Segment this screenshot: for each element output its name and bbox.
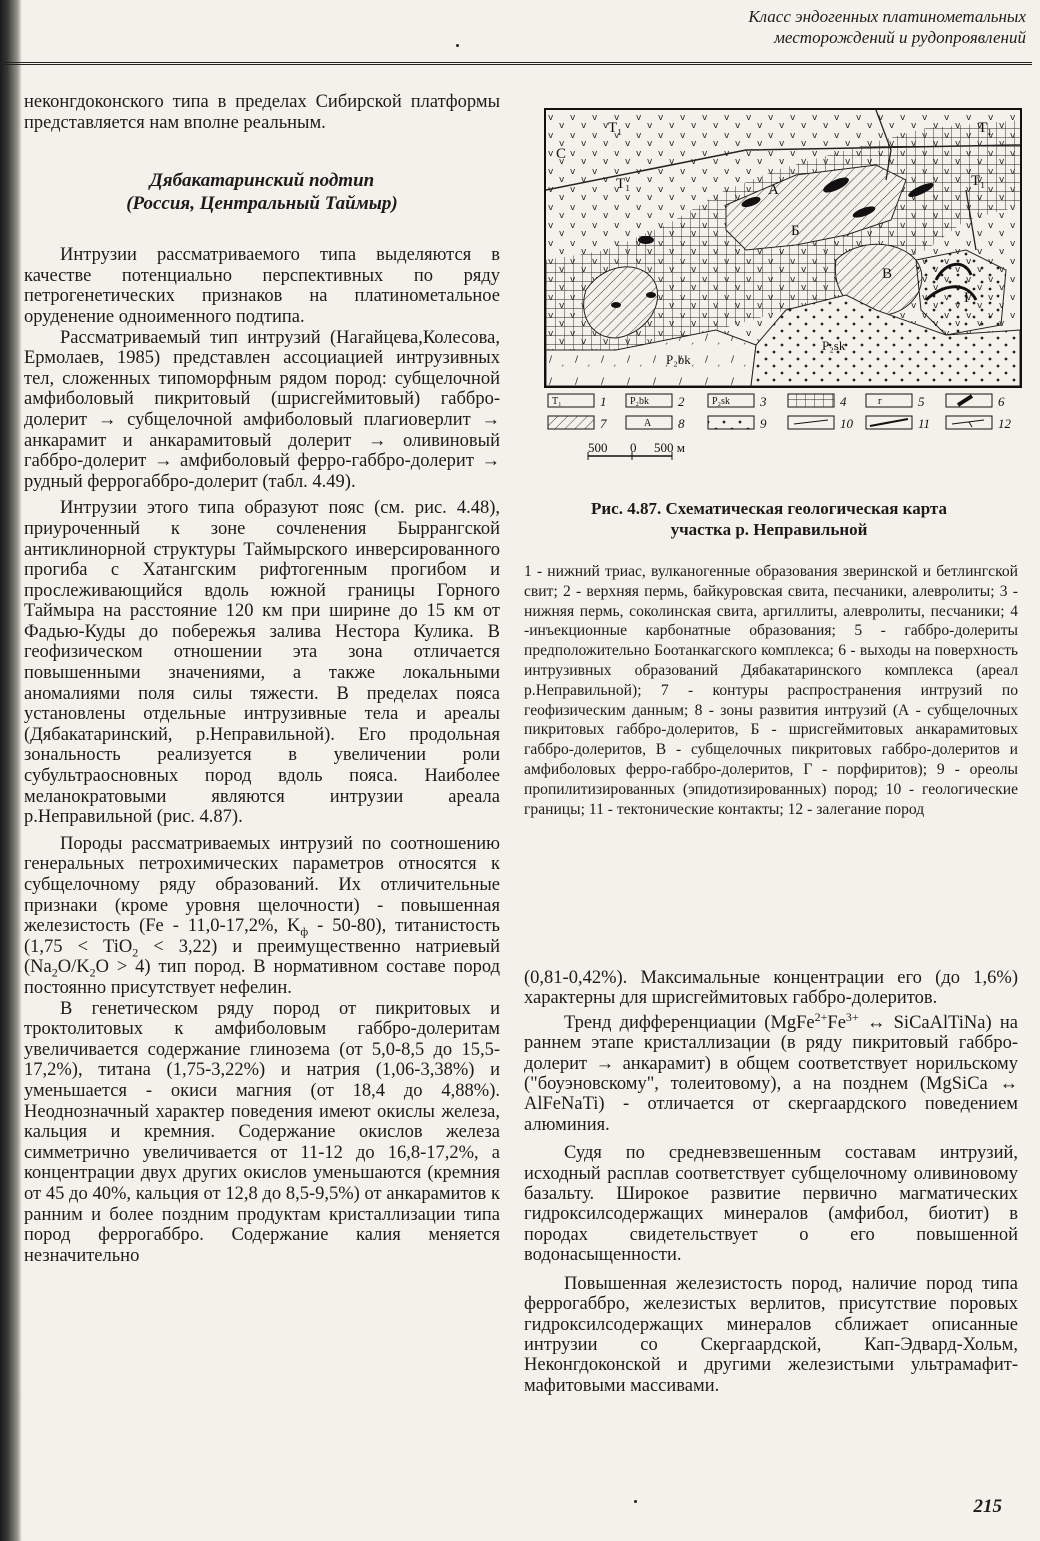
subtype-heading — [24, 169, 500, 215]
rp2-text-c: ↔ SiCaAlTiNa) на раннем этапе кристаллизации (в ряду пикритовый габбро-долерит → анкарамит) в общем соответствует норильскому ("боуэновскому", толеитовому), а на позднем (MgSiCa ↔ AlFeNaTi) - отличается от скергаардского поведением алюминия. — [524, 1012, 1018, 1135]
legend-num-11: 11 — [918, 416, 931, 431]
p4-sub-2b: 2 — [51, 966, 58, 981]
p4-text-b: - 50-80), титанистость (1,75 < TiO — [24, 916, 500, 957]
legend-num-2: 2 — [678, 394, 685, 409]
page-number: 215 — [973, 1496, 1002, 1517]
p4-sub-2c: 2 — [89, 966, 96, 981]
subtype-region: (Россия, Центральный Таймыр) — [126, 193, 398, 215]
legend-code-bk: P₂bk — [630, 396, 650, 407]
geological-map — [544, 108, 1022, 388]
legend-num-3: 3 — [760, 394, 767, 409]
map-label-a: А — [768, 182, 779, 198]
map-label-g: Г — [964, 290, 973, 306]
rp2-sup-2: 3+ — [845, 1009, 859, 1024]
right-paragraph-2 — [524, 1009, 1018, 1135]
map-label-b: Б — [791, 223, 800, 239]
figure-caption — [520, 498, 1018, 540]
paragraph-4 — [24, 834, 500, 999]
p4-text-e: O > 4) тип пород. В нормативном составе пород постоянно присутствует нефелин. — [24, 957, 500, 998]
right-column — [524, 968, 1018, 1396]
rp2-text-a: Тренд дифференциации (MgFe — [564, 1012, 815, 1033]
left-column — [24, 92, 500, 1266]
map-label-t1-b: T₁ — [978, 120, 993, 136]
figure-legend-text: 1 - нижний триас, вулканогенные образования зверинской и бетлингской свит; 2 - верхняя пермь, байкуровская свита, песчаники, алевролиты; 3 - нижняя пермь, соколинская свита, аргиллиты, алевролиты, песчаники; 4 -инъекционные карбонатные образования; 5 - габбро-долериты предположительно Боотанкагского комплекса; 6 - выходы на поверхность интрузивных образований Дябакатаринского комплекса (ареал р.Неправильной); 7 - контуры распространения интрузий по геофизическим данным; 8 - зоны развития интрузий (А - субщелочных пикритовых габбро-долеритов, Б - шрисгеймитовых анкарамитовых габбро-долеритов, В - субщелочных пикритовых габбро-долеритов и амфиболовых ферро-габбро-долеритов, Г - порфиритов); 9 - ореолы пропилитизированных (эпидотизированных) пород; 10 - геологические границы; 11 - тектонические контакты; 12 - залегание пород — [524, 563, 1018, 818]
header-rule — [0, 62, 1032, 65]
paragraph-3: Интрузии этого типа образуют пояс (см. рис. 4.48), приуроченный к зоне сочленения Быррангской антиклинорной структуры Таймырского инверсированного прогиба с Хатангским рифтогенным прогибом и прослеживающийся вдоль южной границы Горного Таймыра на расстояние 120 км при ширине до 15 км от Фадью-Куды до побережья залива Нестора Кулика. В геофизическом отношении эта зона отличается повышенными значениями, а также локальными аномалиями поля силы тяжести. В пределах пояса установлены отдельные интрузивные тела и ареалы (Дябакатаринский, р.Неправильной). Его продольная зональность реализуется в увеличении роли субультраосновных пород вдоль пояса. Наиболее меланократовыми являются интрузии ареала р.Неправильной (рис. 4.87). — [24, 498, 500, 828]
running-header-line1: Класс эндогенных платинометальных — [748, 7, 1026, 26]
map-legend — [544, 390, 1018, 470]
rp2-sup-1: 2+ — [814, 1009, 828, 1024]
map-label-t1-c: T₁ — [616, 176, 631, 192]
caption-line2: участка р. Неправильной — [670, 520, 868, 539]
paragraph-1: Интрузии рассматриваемого типа выделяются в качестве потенциально перспективных по ряду петрогенетических признаков на платинометальное оруденение одноименного подтипа. — [24, 245, 500, 327]
paragraph-5: В генетическом ряду пород от пикритовых и троктолитовых к амфиболовым габбро-долеритам увеличивается содержание глинозема (от 5,0-8,5 до 15,5-17,2%), титана (1,75-3,22%) и натрия (1,06-3,38%) и уменьшается - окиси магния (от 18,4 до 4,88%). Неоднозначный характер поведения имеют окислы железа, кальция и кремния. Содержание окислов железа симметрично увеличивается от 11-12 до 16,8-17,2%, а концентрации двух других окислов уменьшаются (кремния от 45 до 40%, кальция от 12,8 до 8,5-9,5%) от анкарамитов к ранним и более поздним продуктам кристаллизации типа пород феррогаббро. Содержание калия меняется незначительно — [24, 998, 500, 1266]
map-label-t1-a: T₁ — [608, 120, 623, 136]
paragraph-2: Рассматриваемый тип интрузий (Нагайцева,Колесова, Ермолаев, 1985) представлен ассоциацией интрузивных тел, сложенных типоморфным рядом пород: субщелочной амфиболовый пикритовый (шрисгеймитовый) габбро-долерит → субщелочной амфиболовый плагиоверлит → анкарамит и анкарамитовый долерит → оливиновый габбро-долерит → амфиболовый ферро-габбро-долерит → рудный феррогаббро-долерит (табл. 4.49). — [24, 327, 500, 492]
legend-code-t1: T₁ — [552, 396, 562, 407]
figure-4-87 — [524, 108, 1018, 498]
p4-text-c: < 3,22) и преимущественно натриевый (Na — [24, 936, 501, 978]
caption-line1: Рис. 4.87. Схематическая геологическая карта — [591, 499, 947, 518]
right-paragraph-4: Повышенная железистость пород, наличие пород типа феррогаббро, железистых верлитов, присутствие поровых гидроксилсодержащих минералов сближает описанные интрузии со Скергаардской, Кап-Эдвард-Хольм, Неконгдоконской и другими железистыми ультрамафит-мафитовыми массивами. — [524, 1273, 1018, 1396]
p4-sub-f: ф — [300, 924, 309, 939]
legend-num-9: 9 — [760, 416, 767, 431]
legend-num-12: 12 — [998, 416, 1011, 431]
legend-code-a: А — [644, 418, 652, 429]
geological-map-svg — [546, 110, 1020, 386]
map-label-p2bk: P₂bk — [666, 352, 691, 367]
legend-num-7: 7 — [600, 416, 607, 431]
legend-code-g: г — [878, 396, 883, 407]
p4-text-a: Породы рассматриваемых интрузий по соотношению генеральных петрохимических параметров относятся к субщелочному ряду образований. Их отличительные признаки (кроме уровня щелочности) - повышенная железистость (Fe - 11,0-17,2%, K — [24, 833, 500, 937]
legend-code-sk: P₂sk — [712, 396, 730, 407]
book-binding-shadow — [0, 0, 22, 1541]
map-label-p2sk: P₂sk — [822, 338, 846, 353]
legend-num-8: 8 — [678, 416, 685, 431]
p4-text-d: O/K — [57, 957, 90, 978]
scale-left: 500 — [588, 440, 608, 455]
map-legend-svg — [544, 390, 1018, 470]
scale-right: 500 м — [654, 440, 685, 455]
legend-num-1: 1 — [600, 394, 607, 409]
map-label-v: В — [882, 266, 893, 282]
right-paragraph-3: Судя по средневзвешенным составам интрузий, исходный расплав соответствует субщелочному оливиновому базальту. Широкое развитие первично магматических гидроксилсодержащих минералов (амфибол, биотит) в породах свидетельствует о его повышенной водонасыщенности. — [524, 1143, 1018, 1266]
speck — [634, 1500, 637, 1503]
legend-num-6: 6 — [998, 394, 1005, 409]
intro-paragraph: неконгдоконского типа в пределах Сибирской платформы представляется нам вполне реальным. — [24, 92, 500, 133]
p4-sub-2a: 2 — [132, 945, 139, 960]
map-label-c: C — [556, 146, 567, 162]
subtype-title: Дябакатаринский подтип — [149, 170, 375, 192]
right-paragraph-1: (0,81-0,42%). Максимальные концентрации его (до 1,6%) характерны для шрисгеймитовых габбро-долеритов. — [524, 968, 1018, 1009]
legend-num-10: 10 — [840, 416, 853, 431]
running-header-line2: месторождений и рудопроявлений — [774, 28, 1026, 47]
rp2-text-b: Fe — [827, 1012, 846, 1033]
legend-num-5: 5 — [918, 394, 925, 409]
running-header — [748, 6, 1026, 48]
legend-num-4: 4 — [840, 394, 847, 409]
scale-mid: 0 — [630, 440, 637, 455]
map-label-t1-d: T₁ — [971, 173, 986, 189]
speck — [456, 44, 459, 47]
